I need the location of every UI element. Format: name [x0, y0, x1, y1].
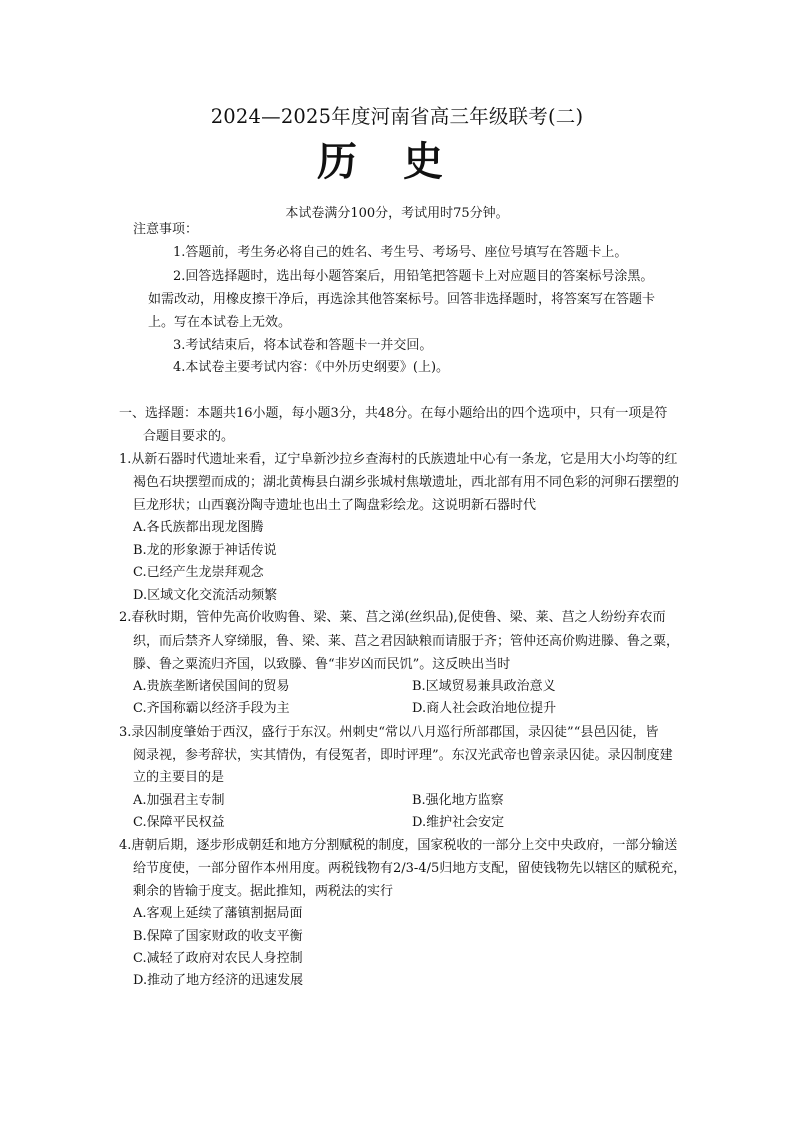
- question-1-stem-line-2: 褐色石块摆塑而成的；湖北黄梅县白湖乡张城村焦墩遗址，西北部有用不同色彩的河卵石摆塑的: [133, 475, 680, 490]
- section-heading-line-2: 合题目要求的。: [143, 429, 235, 444]
- question-2-stem-line-1: 2.春秋时期，管仲先高价收购鲁、梁、莱、莒之涕(丝织品),促使鲁、梁、莱、莒之人纷纷弃农而: [119, 610, 666, 625]
- question-1-option-d: D.区域文化交流活动频繁: [133, 588, 278, 603]
- question-3-stem-line-2: 阅录视，参考辞状，实其情伪，有侵冤者，即时评理”。东汉光武帝也曾亲录囚徒。录囚制度建: [133, 748, 673, 763]
- notice-item-2-line-3: 上。写在本试卷上无效。: [148, 315, 292, 330]
- question-2-option-b: B.区域贸易兼具政治意义: [412, 679, 556, 694]
- question-4-option-b: B.保障了国家财政的收支平衡: [133, 929, 303, 944]
- question-1-option-a: A.各氏族都出现龙图腾: [133, 520, 264, 535]
- question-1-option-b: B.龙的形象源于神话传说: [133, 543, 277, 558]
- question-4-stem-line-2: 给节度使，一部分留作本州用度。两税钱物有2/3-4/5归地方支配，留使钱物先以辖区的赋税充，: [133, 861, 687, 876]
- question-1-option-c: C.已经产生龙崇拜观念: [133, 565, 264, 580]
- question-2-option-a: A.贵族垄断诸侯国间的贸易: [133, 679, 290, 694]
- score-time-note: 本试卷满分100分，考试用时75分钟。: [285, 206, 509, 221]
- question-2-stem-line-2: 织，而后禁齐人穿绨服，鲁、梁、莱、莒之君因缺粮而请服于齐；管仲还高价购进滕、鲁之粟，: [133, 634, 680, 649]
- notice-item-2-line-2: 如需改动，用橡皮擦干净后，再选涂其他答案标号。回答非选择题时，将答案写在答题卡: [148, 292, 656, 307]
- question-3-option-a: A.加强君主专制: [133, 793, 225, 808]
- subject-title: 历史: [317, 138, 489, 185]
- question-4-option-d: D.推动了地方经济的迅速发展: [133, 973, 304, 988]
- question-3-option-b: B.强化地方监察: [412, 793, 504, 808]
- question-4-option-c: C.减轻了政府对农民人身控制: [133, 951, 303, 966]
- notice-item-3: 3.考试结束后，将本试卷和答题卡一并交回。: [173, 338, 433, 353]
- question-2-option-d: D.商人社会政治地位提升: [412, 701, 557, 716]
- section-heading-line-1: 一、选择题：本题共16小题，每小题3分，共48分。在每小题给出的四个选项中，只有一项是符: [119, 406, 668, 421]
- question-1-stem-line-3: 巨龙形状；山西襄汾陶寺遗址也出土了陶盘彩绘龙。这说明新石器时代: [133, 498, 537, 513]
- question-2-stem-line-3: 滕、鲁之粟流归齐国，以致滕、鲁“非岁凶而民饥”。这反映出当时: [133, 657, 511, 672]
- notice-item-1: 1.答题前，考生务必将自己的姓名、考生号、考场号、座位号填写在答题卡上。: [173, 245, 628, 260]
- question-4-option-a: A.客观上延续了藩镇割据局面: [133, 906, 303, 921]
- question-3-option-d: D.维护社会安定: [412, 815, 505, 830]
- question-2-option-c: C.齐国称霸以经济手段为主: [133, 701, 290, 716]
- question-3-stem-line-3: 立的主要目的是: [133, 770, 225, 785]
- question-3-stem-line-1: 3.录囚制度肇始于西汉，盛行于东汉。州刺史“常以八月巡行所部郡国，录囚徒”“县邑囚徒，皆: [119, 725, 659, 740]
- exam-title: 2024—2025年度河南省高三年级联考(二): [210, 105, 584, 128]
- question-4-stem-line-3: 剩余的皆输于度支。据此推知，两税法的实行: [133, 884, 394, 899]
- notice-item-4: 4.本试卷主要考试内容：《中外历史纲要》(上)。: [173, 360, 450, 375]
- question-3-option-c: C.保障平民权益: [133, 815, 225, 830]
- question-4-stem-line-1: 4.唐朝后期，逐步形成朝廷和地方分割赋税的制度，国家税收的一部分上交中央政府，一部分输送: [119, 838, 678, 853]
- notice-heading: 注意事项：: [133, 222, 199, 237]
- notice-item-2-line-1: 2.回答选择题时，选出每小题答案后，用铅笔把答题卡上对应题目的答案标号涂黑。: [173, 269, 654, 284]
- question-1-stem-line-1: 1.从新石器时代遗址来看，辽宁阜新沙拉乡查海村的氏族遗址中心有一条龙，它是用大小均等的红: [119, 452, 678, 467]
